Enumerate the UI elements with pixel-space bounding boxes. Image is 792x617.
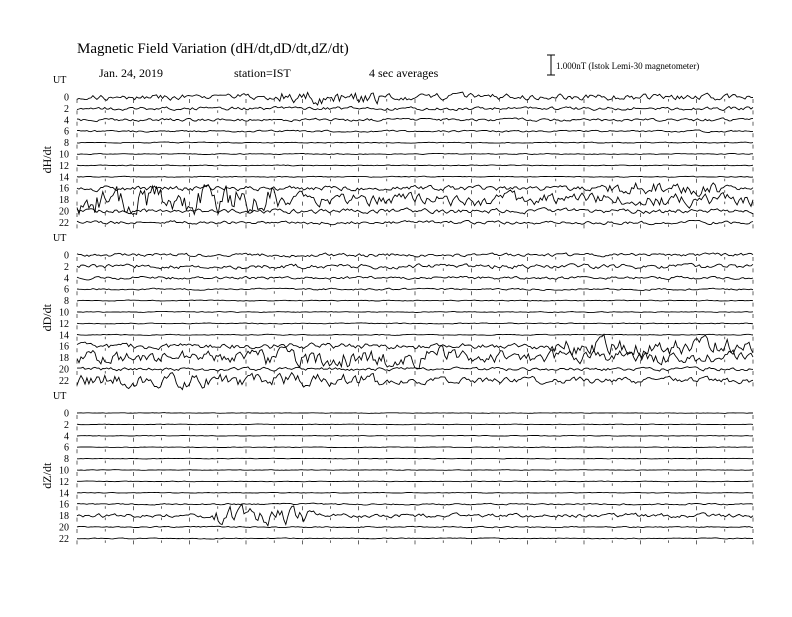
trace-line-0ut — [77, 413, 753, 414]
trace-line-6ut — [77, 130, 753, 133]
trace-line-16ut — [77, 183, 753, 197]
hour-tick-label: 6 — [64, 126, 69, 138]
hour-tick-marks — [77, 518, 753, 522]
hour-tick-label: 0 — [64, 250, 69, 262]
trace-line-14ut — [77, 492, 753, 493]
trace-line-10ut — [77, 470, 753, 471]
hour-tick-marks — [77, 461, 753, 465]
hour-tick-label: 22 — [59, 217, 69, 229]
panel-dD-dt — [40, 233, 753, 390]
chart-title: Magnetic Field Variation (dH/dt,dD/dt,dZ/dt) — [77, 41, 349, 57]
hour-tick-label: 18 — [59, 353, 69, 365]
trace-line-12ut — [77, 323, 753, 324]
hour-tick-label: 18 — [59, 511, 69, 523]
trace-line-10ut — [77, 312, 753, 313]
trace-line-10ut — [77, 153, 753, 154]
panel-dZ-dt — [40, 391, 753, 545]
date-label: Jan. 24, 2019 — [99, 66, 163, 80]
hour-tick-label: 14 — [59, 488, 69, 500]
scale-bar-label: 1.000nT (Istok Lemi-30 magnetometer) — [556, 61, 700, 71]
trace-line-12ut — [77, 165, 753, 166]
hour-tick-marks — [77, 314, 753, 318]
hour-tick-marks — [77, 122, 753, 126]
trace-line-4ut — [77, 276, 753, 280]
panel-ylabel: dH/dt — [40, 146, 54, 174]
hour-tick-marks — [77, 156, 753, 160]
hour-tick-label: 12 — [59, 476, 69, 488]
hour-tick-marks — [77, 483, 753, 487]
hour-tick-label: 14 — [59, 172, 69, 184]
hour-tick-label: 16 — [59, 183, 69, 195]
hour-tick-marks — [77, 371, 753, 375]
trace-line-22ut — [77, 220, 753, 224]
trace-line-20ut — [77, 526, 753, 528]
hour-tick-label: 14 — [59, 330, 69, 342]
station-label: station=IST — [234, 66, 291, 80]
trace-line-0ut — [77, 253, 753, 257]
trace-line-6ut — [77, 288, 753, 290]
averaging-label: 4 sec averages — [369, 66, 439, 80]
trace-line-22ut — [77, 538, 753, 539]
hour-tick-label: 20 — [59, 522, 69, 534]
hour-tick-marks — [77, 360, 753, 364]
hour-tick-marks — [77, 280, 753, 284]
trace-line-2ut — [77, 263, 753, 269]
hour-tick-marks — [77, 382, 753, 386]
trace-line-12ut — [77, 481, 753, 482]
hour-tick-marks — [77, 133, 753, 137]
hour-tick-marks — [77, 257, 753, 261]
trace-line-14ut — [77, 176, 753, 177]
hour-tick-label: 4 — [64, 115, 69, 127]
hour-tick-label: 10 — [59, 307, 69, 319]
trace-line-8ut — [77, 458, 753, 459]
hour-tick-marks — [77, 472, 753, 476]
hour-tick-label: 20 — [59, 364, 69, 376]
hour-tick-label: 18 — [59, 195, 69, 207]
hour-tick-label: 4 — [64, 431, 69, 443]
hour-tick-label: 22 — [59, 375, 69, 387]
trace-line-4ut — [77, 118, 753, 122]
trace-line-20ut — [77, 208, 753, 214]
hour-tick-marks — [77, 291, 753, 295]
hour-tick-label: 2 — [64, 419, 69, 431]
hour-tick-marks — [77, 337, 753, 341]
hour-tick-marks — [77, 303, 753, 307]
trace-line-6ut — [77, 447, 753, 448]
hour-tick-marks — [77, 495, 753, 499]
hour-tick-marks — [77, 449, 753, 453]
hour-tick-label: 12 — [59, 160, 69, 172]
hour-tick-label: 0 — [64, 408, 69, 420]
hour-tick-label: 16 — [59, 341, 69, 353]
trace-line-20ut — [77, 367, 753, 371]
hour-tick-marks — [77, 179, 753, 183]
panel-ylabel: dZ/dt — [40, 462, 54, 489]
trace-line-2ut — [77, 107, 753, 111]
hour-tick-marks — [77, 213, 753, 217]
trace-line-0ut — [77, 92, 753, 105]
hour-tick-marks — [77, 167, 753, 171]
trace-line-2ut — [77, 424, 753, 425]
hour-tick-label: 2 — [64, 261, 69, 273]
hour-tick-marks — [77, 540, 753, 544]
trace-line-8ut — [77, 142, 753, 143]
trace-line-14ut — [77, 334, 753, 335]
hour-tick-label: 16 — [59, 499, 69, 511]
hour-tick-marks — [77, 110, 753, 114]
hour-tick-label: 10 — [59, 149, 69, 161]
hour-tick-label: 20 — [59, 206, 69, 218]
ut-label: UT — [53, 233, 67, 244]
hour-tick-marks — [77, 426, 753, 430]
hour-tick-label: 2 — [64, 103, 69, 115]
hour-tick-label: 4 — [64, 273, 69, 285]
hour-tick-label: 10 — [59, 465, 69, 477]
panels-group — [40, 75, 753, 545]
hour-tick-label: 8 — [64, 454, 69, 466]
hour-tick-marks — [77, 145, 753, 149]
hour-tick-marks — [77, 506, 753, 510]
hour-tick-label: 6 — [64, 442, 69, 454]
hour-tick-label: 8 — [64, 296, 69, 308]
hour-tick-label: 8 — [64, 138, 69, 150]
hour-tick-label: 22 — [59, 533, 69, 545]
hour-tick-marks — [77, 438, 753, 442]
hour-tick-marks — [77, 325, 753, 329]
trace-line-16ut — [77, 503, 753, 505]
panel-ylabel: dD/dt — [40, 304, 54, 332]
hour-tick-label: 6 — [64, 284, 69, 296]
panel-dH-dt — [40, 75, 753, 229]
hour-tick-label: 0 — [64, 92, 69, 104]
ut-label: UT — [53, 75, 67, 86]
hour-tick-marks — [77, 529, 753, 533]
hour-tick-label: 12 — [59, 318, 69, 330]
ut-label: UT — [53, 391, 67, 402]
hour-tick-marks — [77, 415, 753, 419]
trace-line-4ut — [77, 435, 753, 436]
trace-line-22ut — [77, 373, 753, 390]
scale-bar-icon — [547, 55, 555, 75]
trace-line-8ut — [77, 300, 753, 301]
